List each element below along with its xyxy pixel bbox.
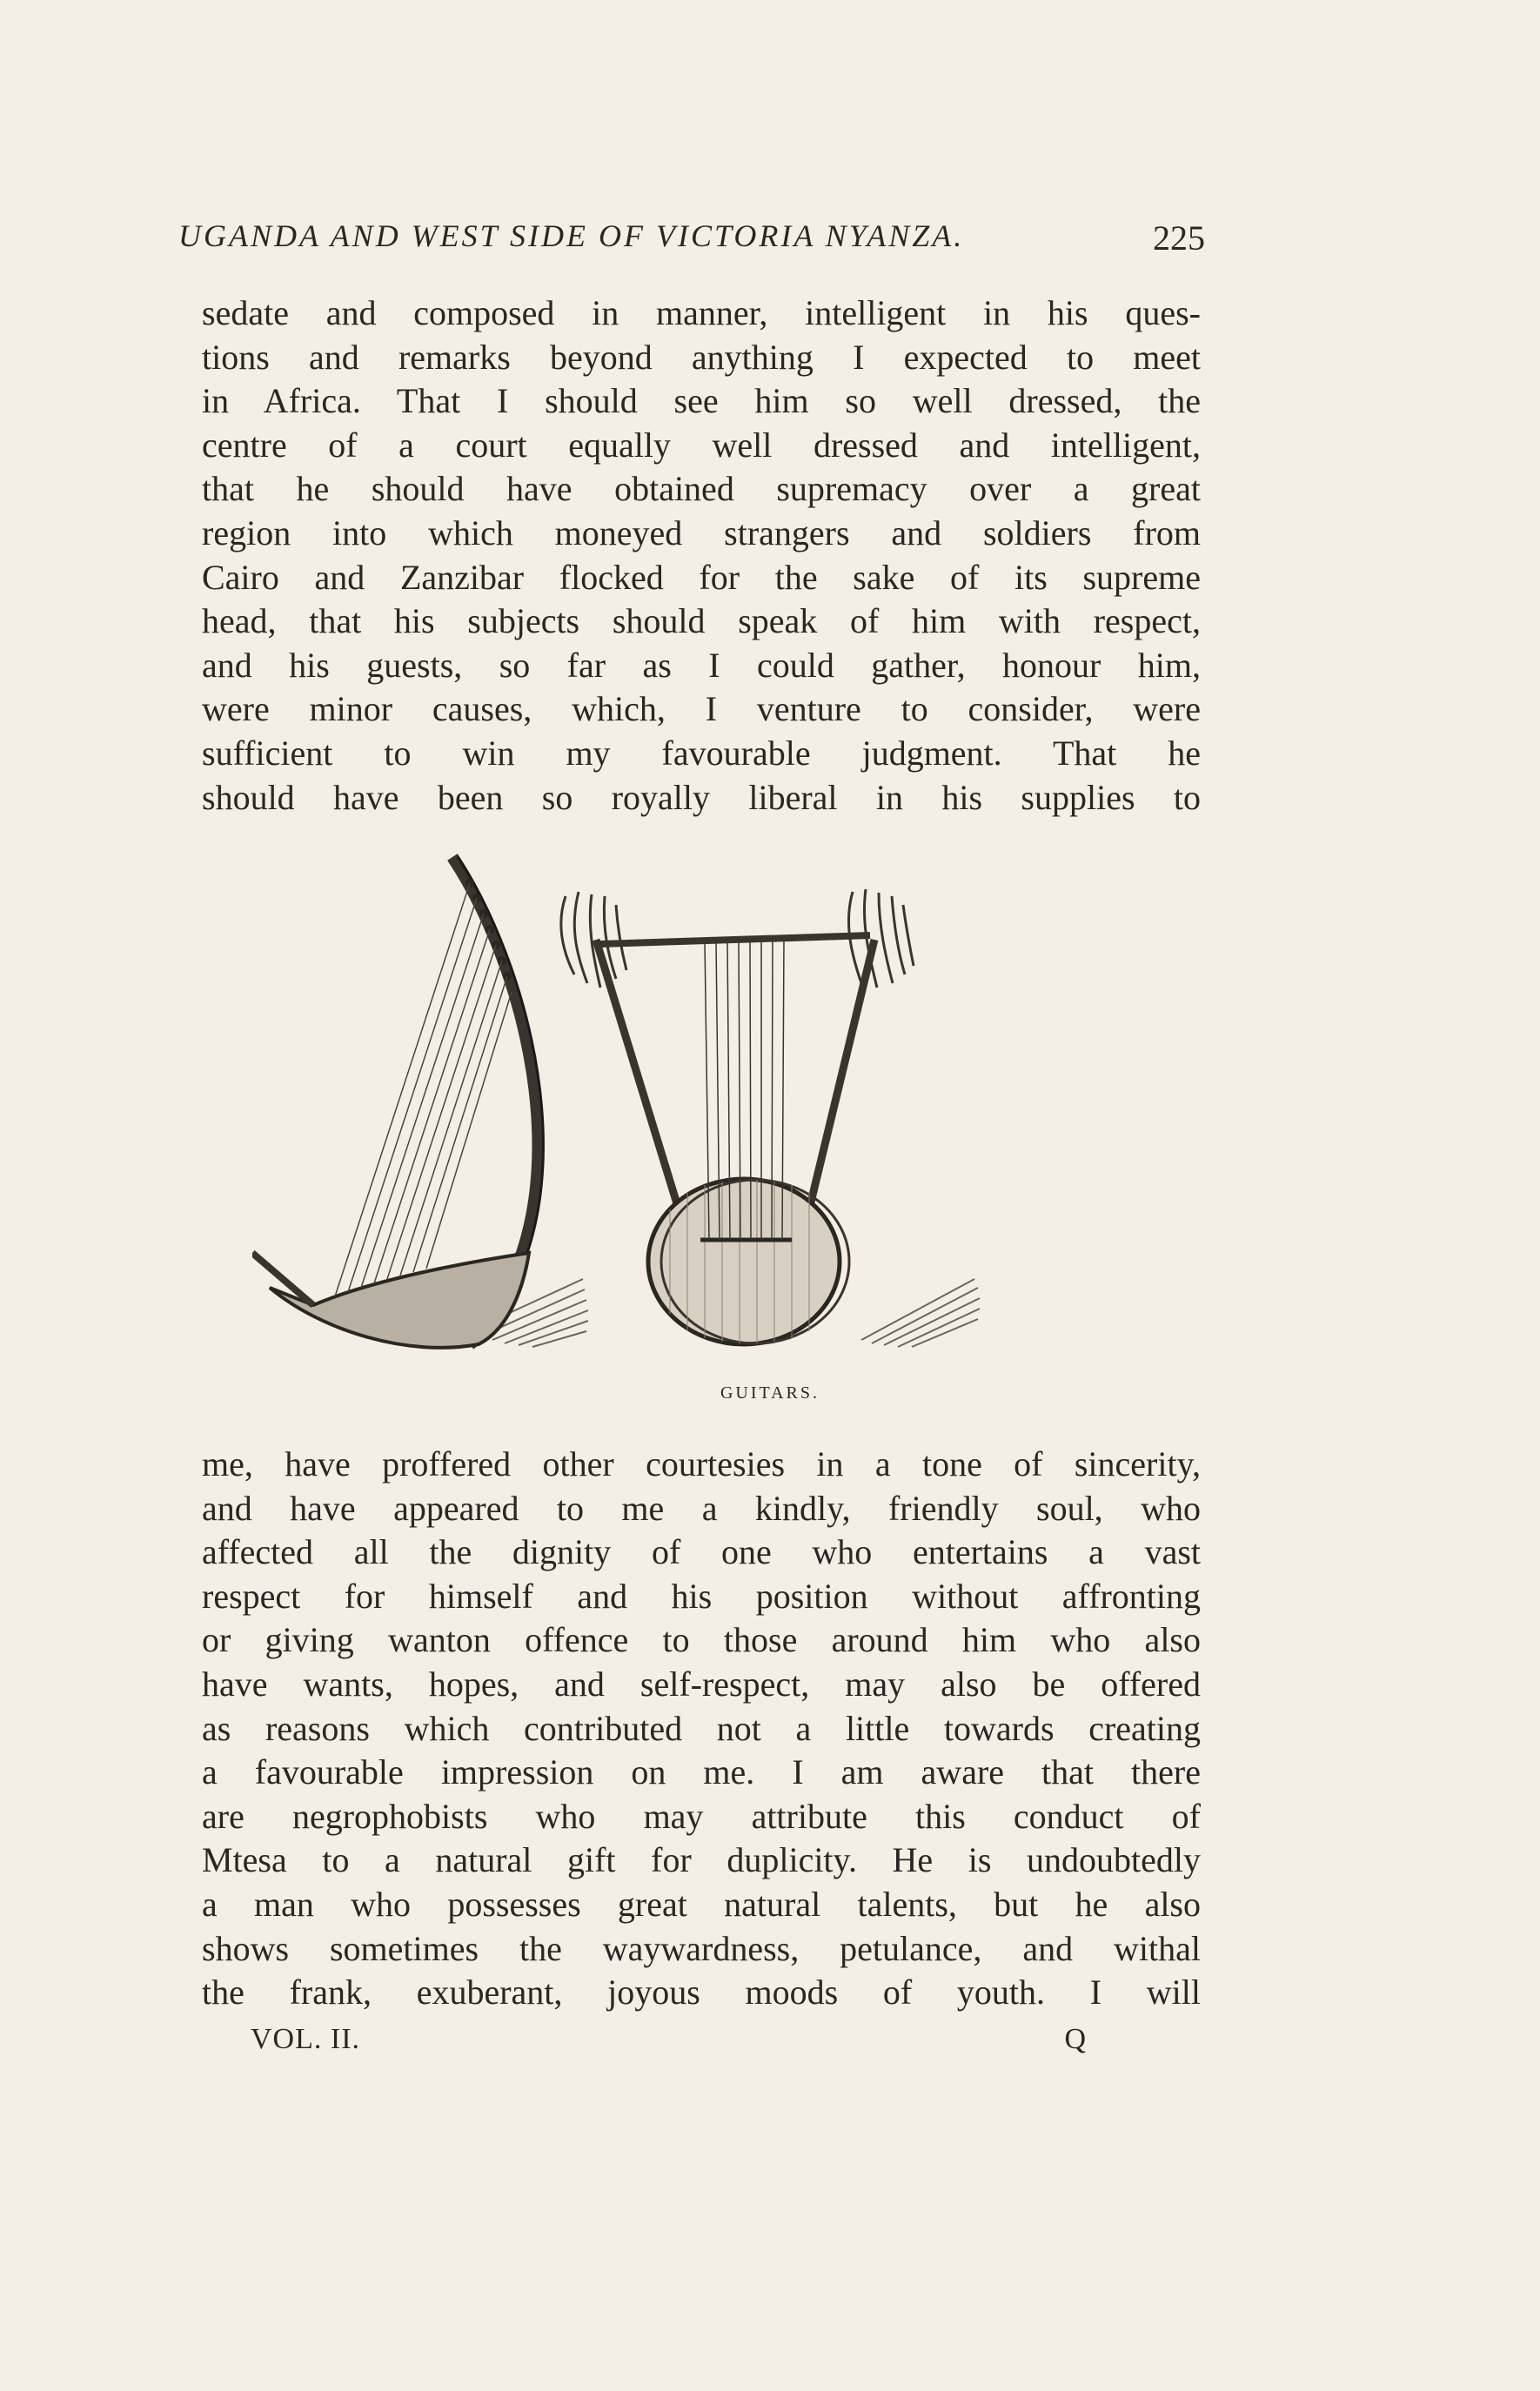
paragraph-bottom — [202, 1443, 1201, 2015]
volume-label: VOL. II. — [251, 2023, 361, 2055]
signature-mark: Q — [1064, 2023, 1086, 2055]
text-line: or giving wanton offence to those around him who also — [202, 1620, 1201, 1660]
text-line: shows sometimes the waywardness, petulance, and withal — [202, 1928, 1201, 1968]
text-line: region into which moneyed strangers and soldiers from — [202, 512, 1201, 553]
text-line: Cairo and Zanzibar flocked for the sake of its supreme — [202, 557, 1201, 597]
page-header — [178, 218, 1205, 270]
running-head: UGANDA AND WEST SIDE OF VICTORIA NYANZA. — [178, 218, 965, 253]
text-line: should have been so royally liberal in his supplies to — [202, 777, 1201, 817]
text-line: head, that his subjects should speak of him with respect, — [202, 601, 1201, 641]
text-line: are negrophobists who may attribute this conduct of — [202, 1796, 1201, 1836]
text-line: me, have proffered other courtesies in a tone of sincerity, — [202, 1444, 1201, 1483]
text-line: and have appeared to me a kindly, friendly soul, who — [202, 1488, 1201, 1528]
text-line: respect for himself and his position without affronting — [202, 1576, 1201, 1616]
text-line: sufficient to win my favourable judgment. That he — [202, 733, 1201, 773]
text-line: that he should have obtained supremacy over a great — [202, 469, 1201, 509]
text-line: a favourable impression on me. I am aware that there — [202, 1752, 1201, 1792]
text-line: the frank, exuberant, joyous moods of youth. I will — [202, 1972, 1201, 2013]
text-line: in Africa. That I should see him so well dressed, the — [202, 381, 1201, 421]
paragraph-top — [202, 291, 1201, 820]
harp-drawing — [252, 857, 588, 1348]
text-line: as reasons which contributed not a little towards creating — [202, 1708, 1201, 1748]
page-number: 225 — [1153, 218, 1205, 258]
text-line: sedate and composed in manner, intelligent in his ques- — [202, 293, 1201, 332]
guitars-illustration — [252, 844, 1157, 1383]
text-line: tions and remarks beyond anything I expected to meet — [202, 337, 1201, 377]
text-line: centre of a court equally well dressed and intelligent, — [202, 425, 1201, 465]
lyre-drawing — [561, 889, 980, 1347]
text-line: Mtesa to a natural gift for duplicity. He is undoubtedly — [202, 1840, 1201, 1880]
text-line: have wants, hopes, and self-respect, may also be offered — [202, 1664, 1201, 1704]
figure-caption: GUITARS. — [720, 1383, 820, 1403]
text-line: a man who possesses great natural talents, but he also — [202, 1884, 1201, 1924]
text-line: were minor causes, which, I venture to consider, were — [202, 689, 1201, 729]
text-line: and his guests, so far as I could gather, honour him, — [202, 645, 1201, 685]
page-footer — [251, 2023, 1086, 2066]
text-line: affected all the dignity of one who entertains a vast — [202, 1532, 1201, 1572]
